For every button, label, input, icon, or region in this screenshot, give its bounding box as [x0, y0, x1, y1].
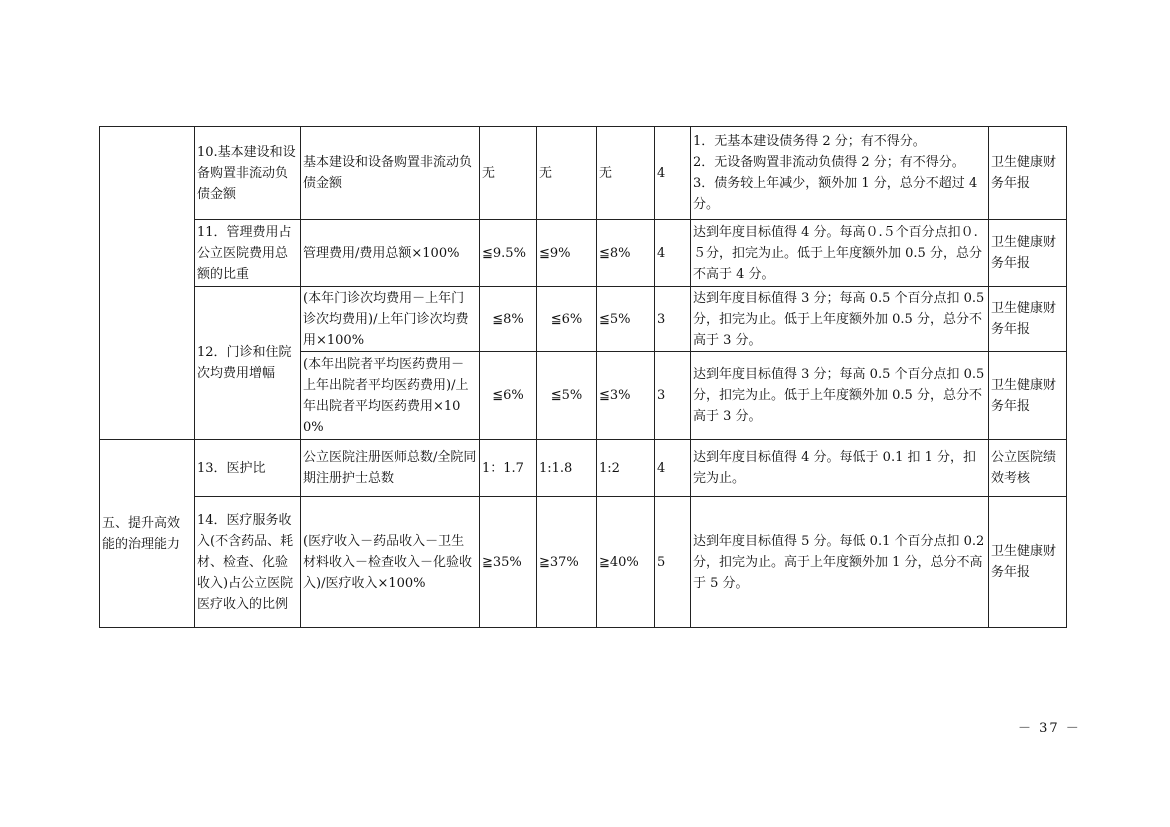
data-source-cell: 卫生健康财务年报	[989, 352, 1067, 440]
indicator-cell: 14．医疗服务收入(不含药品、耗材、检查、化验收入)占公立医院医疗收入的比例	[195, 497, 301, 628]
scoring-rule-line: 2．无设备购置非流动负债得 2 分；有不得分。	[693, 155, 965, 170]
score-cell: 3	[655, 287, 691, 352]
target-year1-cell: 1：1.7	[480, 440, 537, 497]
scoring-rule-cell: 达到年度目标值得 4 分。每高０.５个百分点扣０.５分，扣完为止。低于上年度额外加 0.5 分，总分不高于 4 分。	[691, 220, 989, 287]
indicator-cell: 12．门诊和住院次均费用增幅	[195, 287, 301, 440]
target-year2-cell: 无	[537, 127, 597, 220]
target-year3-cell: ≦8%	[597, 220, 655, 287]
data-source-cell: 卫生健康财务年报	[989, 287, 1067, 352]
formula-cell: 基本建设和设备购置非流动负债金额	[301, 127, 480, 220]
formula-cell: (本年出院者平均医药费用－上年出院者平均医药费用)/上年出院者平均医药费用×100%	[301, 352, 480, 440]
page-number: － 37 －	[1018, 721, 1081, 736]
target-year1-cell: ≦6%	[480, 352, 537, 440]
indicator-table	[99, 126, 1067, 628]
scoring-rule-line: 1．无基本建设债务得 2 分；有不得分。	[693, 134, 926, 149]
target-year1-cell: 无	[480, 127, 537, 220]
target-year1-cell: ≦9.5%	[480, 220, 537, 287]
table-row	[100, 287, 1067, 352]
score-cell: 4	[655, 220, 691, 287]
target-year2-cell: 1:1.8	[537, 440, 597, 497]
score-cell: 5	[655, 497, 691, 628]
formula-cell: 公立医院注册医师总数/全院同期注册护士总数	[301, 440, 480, 497]
data-source-cell: 公立医院绩效考核	[989, 440, 1067, 497]
category-cell: 五、提升高效能的治理能力	[100, 440, 195, 628]
table-row	[100, 497, 1067, 628]
formula-cell: 管理费用/费用总额×100%	[301, 220, 480, 287]
target-year1-cell: ≦8%	[480, 287, 537, 352]
target-year3-cell: ≦3%	[597, 352, 655, 440]
scoring-rule-cell: 达到年度目标值得 3 分；每高 0.5 个百分点扣 0.5 分，扣完为止。低于上年度额外加 0.5 分，总分不高于 3 分。	[691, 287, 989, 352]
target-year3-cell: ≦5%	[597, 287, 655, 352]
category-cell-empty	[100, 127, 195, 440]
target-year3-cell: ≧40%	[597, 497, 655, 628]
table-row	[100, 220, 1067, 287]
scoring-rule-line: 3．债务较上年减少，额外加 1 分，总分不超过 4 分。	[693, 176, 978, 212]
target-year2-cell: ≧37%	[537, 497, 597, 628]
target-year2-cell: ≦9%	[537, 220, 597, 287]
indicator-cell: 13．医护比	[195, 440, 301, 497]
target-year2-cell: ≦5%	[537, 352, 597, 440]
target-year1-cell: ≧35%	[480, 497, 537, 628]
score-cell: 3	[655, 352, 691, 440]
scoring-rule-cell: 达到年度目标值得 3 分；每高 0.5 个百分点扣 0.5 分，扣完为止。低于上年度额外加 0.5 分，总分不高于 3 分。	[691, 352, 989, 440]
target-year3-cell: 1:2	[597, 440, 655, 497]
formula-cell: (本年门诊次均费用－上年门诊次均费用)/上年门诊次均费用×100%	[301, 287, 480, 352]
scoring-rule-cell: 达到年度目标值得 5 分。每低 0.1 个百分点扣 0.2 分，扣完为止。高于上年度额外加 1 分，总分不高于 5 分。	[691, 497, 989, 628]
table-row	[100, 127, 1067, 220]
scoring-rule-cell: 达到年度目标值得 4 分。每低于 0.1 扣 1 分，扣完为止。	[691, 440, 989, 497]
target-year3-cell: 无	[597, 127, 655, 220]
data-source-cell: 卫生健康财务年报	[989, 497, 1067, 628]
target-year2-cell: ≦6%	[537, 287, 597, 352]
score-cell: 4	[655, 127, 691, 220]
table-row	[100, 440, 1067, 497]
formula-cell: (医疗收入－药品收入－卫生材料收入－检查收入－化验收入)/医疗收入×100%	[301, 497, 480, 628]
data-source-cell: 卫生健康财务年报	[989, 220, 1067, 287]
scoring-rule-cell	[691, 127, 989, 220]
indicator-cell: 10.基本建设和设备购置非流动负债金额	[195, 127, 301, 220]
score-cell: 4	[655, 440, 691, 497]
data-source-cell: 卫生健康财务年报	[989, 127, 1067, 220]
indicator-cell: 11．管理费用占公立医院费用总额的比重	[195, 220, 301, 287]
